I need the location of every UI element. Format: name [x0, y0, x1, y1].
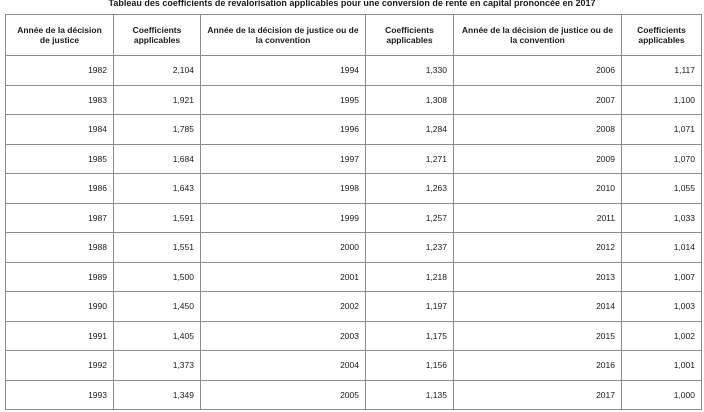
year-cell: 2014: [454, 292, 622, 322]
coefficient-cell: 1,330: [366, 56, 454, 86]
year-cell: 2006: [454, 56, 622, 86]
table-row: [6, 380, 702, 410]
coefficient-cell: 1,271: [366, 144, 454, 174]
table-row: [6, 203, 702, 233]
coefficient-cell: 1,643: [114, 174, 201, 204]
coefficient-cell: 1,373: [114, 351, 201, 381]
coefficient-cell: 1,003: [622, 292, 702, 322]
coefficients-table: [5, 14, 702, 410]
year-cell: 1999: [201, 203, 366, 233]
table-row: [6, 85, 702, 115]
coefficient-cell: 1,117: [622, 56, 702, 86]
table-row: [6, 321, 702, 351]
coefficient-cell: 1,349: [114, 380, 201, 410]
coefficient-cell: 1,001: [622, 351, 702, 381]
coefficient-cell: 1,500: [114, 262, 201, 292]
header-coef-col-3: Coefficients applicables: [622, 15, 702, 56]
coefficient-cell: 1,551: [114, 233, 201, 263]
header-coef-col-2: Coefficients applicables: [366, 15, 454, 56]
year-cell: 2012: [454, 233, 622, 263]
coefficient-cell: 1,263: [366, 174, 454, 204]
coefficient-cell: 1,002: [622, 321, 702, 351]
coefficient-cell: 1,197: [366, 292, 454, 322]
header-year-col-3: Année de la décision de justice ou de la convention: [454, 15, 622, 56]
table-caption: Tableau des coefficients de revalorisation applicables pour une conversion de rente en capital prononcée en 2017: [108, 0, 596, 8]
year-cell: 2002: [201, 292, 366, 322]
year-cell: 2017: [454, 380, 622, 410]
coefficient-cell: 1,684: [114, 144, 201, 174]
year-cell: 2010: [454, 174, 622, 204]
table-row: [6, 351, 702, 381]
year-cell: 1990: [6, 292, 114, 322]
header-year-col-1: Année de la décision de justice: [6, 15, 114, 56]
coefficient-cell: 1,033: [622, 203, 702, 233]
coefficient-cell: 1,257: [366, 203, 454, 233]
coefficient-cell: 1,070: [622, 144, 702, 174]
year-cell: 2008: [454, 115, 622, 145]
year-cell: 2009: [454, 144, 622, 174]
header-coef-col-1: Coefficients applicables: [114, 15, 201, 56]
header-year-col-2: Année de la décision de justice ou de la convention: [201, 15, 366, 56]
year-cell: 2003: [201, 321, 366, 351]
year-cell: 2011: [454, 203, 622, 233]
year-cell: 1986: [6, 174, 114, 204]
year-cell: 2005: [201, 380, 366, 410]
year-cell: 2000: [201, 233, 366, 263]
table-row: [6, 115, 702, 145]
coefficient-cell: 1,071: [622, 115, 702, 145]
year-cell: 1983: [6, 85, 114, 115]
year-cell: 1984: [6, 115, 114, 145]
coefficient-cell: 1,175: [366, 321, 454, 351]
table-body: [6, 56, 702, 410]
table-row: [6, 56, 702, 86]
coefficient-cell: 1,591: [114, 203, 201, 233]
year-cell: 1985: [6, 144, 114, 174]
coefficient-cell: 1,785: [114, 115, 201, 145]
coefficient-cell: 1,007: [622, 262, 702, 292]
table-row: [6, 144, 702, 174]
year-cell: 1992: [6, 351, 114, 381]
year-cell: 2007: [454, 85, 622, 115]
year-cell: 1996: [201, 115, 366, 145]
coefficient-cell: 1,405: [114, 321, 201, 351]
coefficient-cell: 2,104: [114, 56, 201, 86]
coefficient-cell: 1,921: [114, 85, 201, 115]
coefficient-cell: 1,450: [114, 292, 201, 322]
table-row: [6, 233, 702, 263]
year-cell: 2004: [201, 351, 366, 381]
year-cell: 1995: [201, 85, 366, 115]
year-cell: 1982: [6, 56, 114, 86]
table-header-row: [6, 15, 702, 56]
year-cell: 2015: [454, 321, 622, 351]
year-cell: 1991: [6, 321, 114, 351]
year-cell: 2013: [454, 262, 622, 292]
coefficient-cell: 1,000: [622, 380, 702, 410]
coefficient-cell: 1,308: [366, 85, 454, 115]
coefficient-cell: 1,237: [366, 233, 454, 263]
year-cell: 2001: [201, 262, 366, 292]
coefficient-cell: 1,055: [622, 174, 702, 204]
coefficient-cell: 1,135: [366, 380, 454, 410]
coefficient-cell: 1,014: [622, 233, 702, 263]
coefficient-cell: 1,100: [622, 85, 702, 115]
year-cell: 1988: [6, 233, 114, 263]
coefficient-cell: 1,218: [366, 262, 454, 292]
year-cell: 1997: [201, 144, 366, 174]
year-cell: 1993: [6, 380, 114, 410]
table-row: [6, 262, 702, 292]
table-row: [6, 292, 702, 322]
year-cell: 1989: [6, 262, 114, 292]
year-cell: 1998: [201, 174, 366, 204]
year-cell: 1987: [6, 203, 114, 233]
table-row: [6, 174, 702, 204]
coefficient-cell: 1,156: [366, 351, 454, 381]
year-cell: 2016: [454, 351, 622, 381]
coefficient-cell: 1,284: [366, 115, 454, 145]
year-cell: 1994: [201, 56, 366, 86]
